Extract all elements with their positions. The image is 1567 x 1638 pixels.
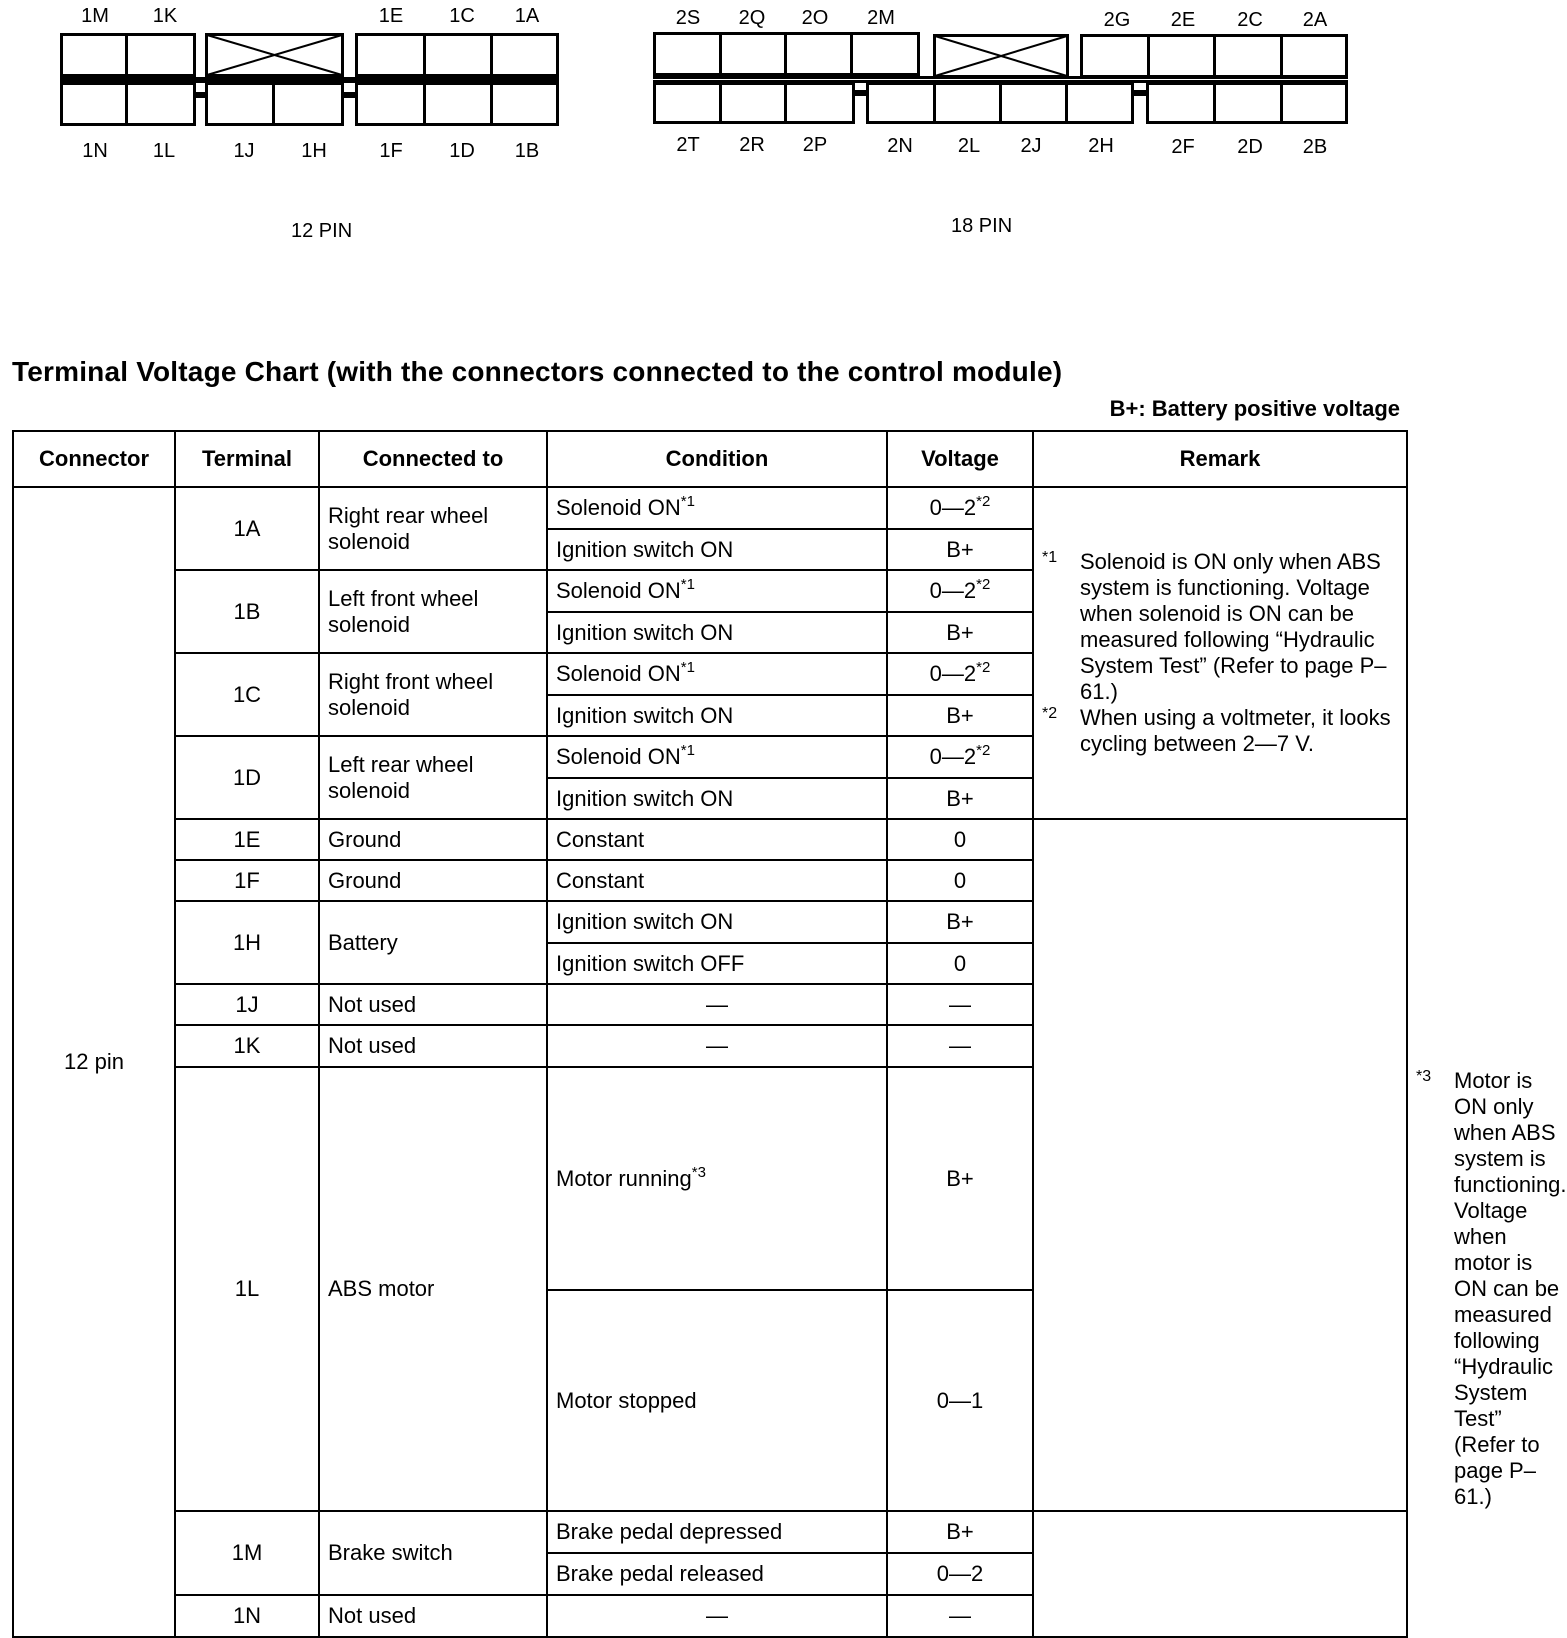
header-remark: Remark [1033,431,1407,487]
pin-label: 1L [152,140,176,162]
connected-to-cell: Ground [319,860,547,901]
diagram-caption: 12 PIN [291,220,353,242]
pin-cell [933,82,1002,124]
condition-cell: Motor running$^{*3}$ [547,1067,887,1290]
connector-cell: 12 pin [13,487,175,1637]
voltage-cell: B+ [887,612,1033,653]
condition-cell: Solenoid ON$^{*1}$ [547,570,887,612]
pin-label: 2R [739,134,765,156]
connected-to-cell: ABS motor [319,1067,547,1511]
condition-cell: Constant [547,819,887,860]
connected-to-cell: Right rear wheel solenoid [319,487,547,570]
voltage-cell: 0 [887,860,1033,901]
table-row [13,487,1407,529]
voltage-cell: 0—2 [887,1553,1033,1595]
pin-label: 1E [378,5,404,27]
pin-label: 2G [1103,9,1131,31]
connected-to-cell: Not used [319,984,547,1025]
header-terminal: Terminal [175,431,319,487]
pin-label: 1K [152,5,178,27]
connected-to-cell: Not used [319,1595,547,1637]
pin-label: 2T [676,134,700,156]
pin-label: 2A [1302,9,1328,31]
condition-cell: Brake pedal released [547,1553,887,1595]
pin-cell [355,82,426,126]
terminal-cell: 1K [175,1025,319,1067]
terminal-cell: 1J [175,984,319,1025]
condition-cell: Ignition switch ON [547,901,887,943]
condition-cell: — [547,1595,887,1637]
pin-label: 1D [449,140,475,162]
condition-cell: Ignition switch ON [547,778,887,819]
remark-cell-empty [1033,1511,1407,1637]
pin-cell [866,82,936,124]
pin-label: 2M [867,7,895,29]
terminal-cell: 1A [175,487,319,570]
voltage-cell: B+ [887,1067,1033,1290]
pin-label: 1N [82,140,108,162]
blocked-cavity-icon [933,34,1069,78]
pin-cell [1213,82,1283,124]
header-voltage: Voltage [887,431,1033,487]
condition-cell: — [547,984,887,1025]
voltage-cell: 0—1 [887,1290,1033,1511]
voltage-cell: — [887,984,1033,1025]
table-row [13,1511,1407,1553]
pin-label: 2B [1302,136,1328,158]
pin-label: 2P [802,134,828,156]
connector-link [344,92,355,98]
connected-to-cell: Battery [319,901,547,984]
connected-to-cell: Brake switch [319,1511,547,1595]
pin-label: 2J [1020,135,1042,157]
pin-cell [1080,34,1150,78]
connected-to-cell: Ground [319,819,547,860]
blocked-cavity-icon [205,33,344,77]
pin-cell [205,82,275,126]
condition-cell: Solenoid ON$^{*1}$ [547,653,887,695]
pin-cell [653,82,722,124]
condition-cell: Ignition switch ON [547,695,887,736]
pin-cell [1146,82,1216,124]
voltage-cell: 0—2$^{*2}$ [887,653,1033,695]
pin-cell [719,32,787,76]
voltage-cell: B+ [887,529,1033,570]
pin-cell [355,33,426,77]
terminal-cell: 1N [175,1595,319,1637]
pin-label: 1H [301,140,327,162]
condition-cell: Solenoid ON$^{*1}$ [547,736,887,778]
diagram-caption: 18 PIN [951,215,1013,237]
connected-to-cell: Left rear wheel solenoid [319,736,547,819]
pin-label: 2S [675,7,701,29]
condition-cell: Ignition switch ON [547,529,887,570]
voltage-cell: B+ [887,901,1033,943]
table-row [13,819,1407,860]
voltage-cell: B+ [887,1511,1033,1553]
voltage-cell: 0—2$^{*2}$ [887,736,1033,778]
condition-cell: Ignition switch ON [547,612,887,653]
header-condition: Condition [547,431,887,487]
pin-label: 2O [801,7,829,29]
voltage-cell: 0—2$^{*2}$ [887,487,1033,529]
table-header-row [13,431,1407,487]
connected-to-cell: Not used [319,1025,547,1067]
pin-label: 2L [957,135,981,157]
pin-label: 1B [514,140,540,162]
chart-title: Terminal Voltage Chart (with the connectors connected to the control module) [12,356,1063,387]
pin-cell [60,82,128,126]
voltage-cell: 0 [887,943,1033,984]
pin-label: 1F [379,140,403,162]
terminal-cell: 1H [175,901,319,984]
terminal-voltage-table [12,430,1567,1638]
pin-label: 2N [887,135,913,157]
pin-label: 1J [233,140,255,162]
terminal-cell: 1C [175,653,319,736]
pin-label: 2E [1170,9,1196,31]
connected-to-cell: Right front wheel solenoid [319,653,547,736]
legend-note: B+: Battery positive voltage [1109,396,1400,421]
voltage-cell: 0—2$^{*2}$ [887,570,1033,612]
terminal-cell: 1B [175,570,319,653]
terminal-cell: 1L [175,1067,319,1511]
header-connected-to: Connected to [319,431,547,487]
pin-cell [423,33,493,77]
table-row: 1L ABS motor Motor running$^{*3}$ B+ *3 Motor is ON only when ABS system is functioning. Voltage when motor is ON can be measured following “Hydraulic System Test” (Refer to page P–61.) [13,1067,1407,1290]
pin-label: 2C [1237,9,1263,31]
pin-cell [1213,34,1283,78]
condition-cell: — [547,1025,887,1067]
pin-cell [653,32,722,76]
pin-label: 1C [449,5,475,27]
condition-cell: Solenoid ON$^{*1}$ [547,487,887,529]
voltage-cell: — [887,1595,1033,1637]
pin-cell [1147,34,1216,78]
pin-label: 1A [514,5,540,27]
pin-label: 2Q [738,7,766,29]
condition-cell: Motor stopped [547,1290,887,1511]
condition-cell: Ignition switch OFF [547,943,887,984]
voltage-cell: B+ [887,695,1033,736]
terminal-cell: 1E [175,819,319,860]
pin-label: 2D [1237,136,1263,158]
header-connector: Connector [13,431,175,487]
remark-note: *2 When using a voltmeter, it looks cycling between 2—7 V. [1042,705,1391,756]
pin-label: 2H [1088,135,1114,157]
remark-cell-empty [1033,819,1407,1511]
remark-note: *1 Solenoid is ON only when ABS system is functioning. Voltage when solenoid is ON can be measured following “Hydraulic System Test” (Refer to page P–61.) [1042,549,1387,704]
voltage-cell: 0 [887,819,1033,860]
terminal-cell: 1D [175,736,319,819]
pin-label: 2F [1171,136,1195,158]
pin-cell [719,82,787,124]
pin-cell [999,82,1068,124]
remark-cell [1033,487,1407,819]
voltage-cell: — [887,1025,1033,1067]
connected-to-cell: Left front wheel solenoid [319,570,547,653]
pin-cell [60,33,128,77]
terminal-cell: 1M [175,1511,319,1595]
pin-label: 1M [81,5,109,27]
pin-cell [423,82,493,126]
pin-cell [784,32,853,76]
terminal-cell: 1F [175,860,319,901]
condition-cell: Brake pedal depressed [547,1511,887,1553]
voltage-cell: B+ [887,778,1033,819]
condition-cell: Constant [547,860,887,901]
